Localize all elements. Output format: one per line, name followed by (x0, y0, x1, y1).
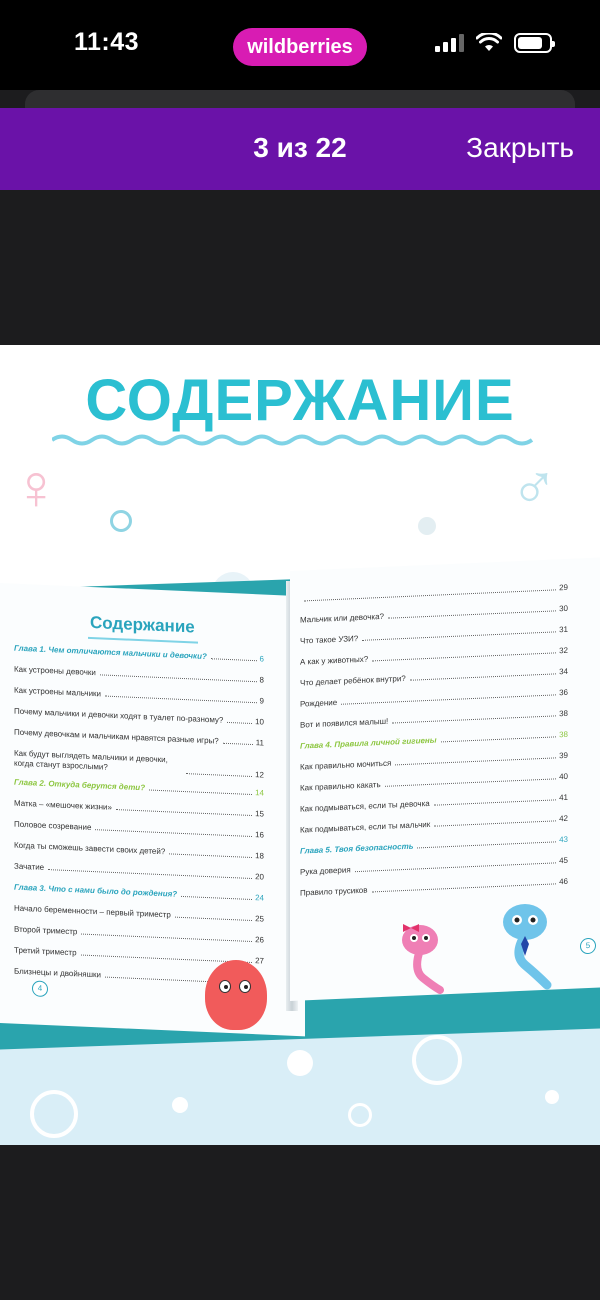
toc-entry-page: 39 (559, 750, 568, 761)
toc-leader-dots (48, 869, 252, 879)
book-page-left (0, 583, 305, 1036)
toc-entry-title: Рождение (300, 697, 338, 709)
toc-leader-dots (169, 853, 252, 858)
toc-row (300, 772, 568, 793)
toc-row (14, 686, 264, 706)
page-number-left: 4 (32, 980, 48, 997)
toc-entry-title: Что делает ребёнок внутри? (300, 673, 406, 688)
image-title: СОДЕРЖАНИЕ (85, 368, 515, 433)
toc-row (14, 925, 264, 945)
female-symbol-icon: ♀ (12, 451, 60, 523)
page-number-right: 5 (580, 938, 596, 955)
toc-entry-title: Близнецы и двойняшки (14, 966, 101, 980)
toc-entry-page: 20 (255, 872, 264, 882)
toc-chapter-row (14, 883, 264, 903)
toc-entry-page: 31 (559, 624, 568, 635)
toc-entry-page: 45 (559, 855, 568, 866)
toc-entry-title: Почему мальчики и девочки ходят в туалет по-разному? (14, 706, 224, 725)
blue-sperm-character (495, 900, 555, 990)
wave-underline (52, 433, 542, 447)
product-image[interactable] (0, 345, 600, 1145)
toc-entry-title: Как подмываться, если ты девочка (300, 798, 430, 814)
toc-row (300, 646, 568, 667)
toc-entry-title: А как у животных? (300, 654, 369, 667)
toc-leader-dots (105, 696, 257, 704)
status-time: 11:43 (74, 28, 140, 56)
toc-leader-dots (175, 917, 252, 921)
sheet-edge (25, 90, 575, 110)
toc-entry-page: 42 (559, 813, 568, 824)
toc-entry-page: 46 (559, 876, 568, 887)
toc-entry-page: 12 (255, 770, 264, 780)
toc-entry-title: Глава 1. Чем отличаются мальчики и девочки? (14, 643, 207, 662)
battery-level (518, 37, 542, 49)
toc-entry-title: Что такое УЗИ? (300, 634, 359, 646)
toc-entry-page: 9 (259, 696, 264, 706)
toc-entry-title: Когда ты сможешь завести своих детей? (14, 840, 166, 857)
toc-list-left (14, 644, 264, 1015)
toc-row (300, 625, 568, 646)
toc-row (14, 820, 264, 840)
toc-entry-title: Третий триместр (14, 945, 77, 958)
toc-leader-dots (392, 715, 556, 723)
toc-leader-dots (434, 799, 556, 805)
toc-entry-page: 32 (559, 645, 568, 656)
toc-row (300, 688, 568, 709)
toc-leader-dots (95, 829, 252, 837)
toc-leader-dots (417, 841, 556, 848)
wildberries-brand-pill[interactable]: wildberries (233, 28, 367, 66)
toc-entry-page: 16 (255, 830, 264, 840)
toc-entry-page: 14 (255, 788, 264, 798)
toc-entry-title: Как правильно мочиться (300, 758, 392, 772)
toc-entry-title: Второй триместр (14, 924, 78, 937)
status-icons (435, 33, 552, 53)
toc-entry-page: 27 (255, 956, 264, 966)
toc-leader-dots (186, 773, 252, 777)
decor-circle (30, 1090, 78, 1138)
toc-leader-dots (410, 673, 556, 680)
toc-entry-title: Матка – «мешочек жизни» (14, 798, 112, 812)
toc-leader-dots (395, 757, 556, 765)
toc-row (14, 707, 264, 727)
toc-leader-dots (304, 589, 556, 601)
toc-leader-dots (181, 896, 252, 900)
toc-entry-title: Правило трусиков (300, 885, 368, 898)
toc-entry-title: Глава 2. Откуда берутся дети? (14, 777, 146, 793)
toc-entry-title: Как устроены мальчики (14, 685, 101, 699)
toc-entry-title: Глава 4. Правила личной гигиены (300, 735, 437, 751)
toc-entry-page: 11 (255, 738, 264, 748)
toc-entry-title: Зачатие (14, 861, 45, 872)
toc-entry-title: Глава 3. Что с нами было до рождения? (14, 882, 178, 899)
status-bar (0, 0, 600, 90)
toc-row (300, 751, 568, 772)
pink-sperm-character (395, 920, 445, 995)
decor-circle (418, 517, 436, 535)
toc-chapter-row (14, 644, 264, 664)
toc-list-right (300, 582, 568, 898)
toc-row (300, 856, 568, 877)
toc-entry-page: 30 (559, 603, 568, 614)
close-button[interactable]: Закрыть (466, 132, 574, 163)
toc-entry-title: Мальчик или девочка? (300, 611, 384, 625)
page-counter: 3 из 22 (253, 132, 347, 163)
toc-chapter-row (300, 835, 568, 856)
toc-leader-dots (116, 809, 252, 816)
toc-entry-title: Почему девочкам и мальчикам нравятся разные игры? (14, 727, 219, 746)
toc-entry-page: 34 (559, 666, 568, 677)
decor-circle (110, 510, 132, 532)
toc-leader-dots (341, 694, 556, 704)
toc-entry-page: 24 (255, 893, 264, 903)
toc-leader-dots (227, 722, 252, 724)
toc-entry-page: 36 (559, 687, 568, 698)
toc-entry-page: 10 (255, 717, 264, 727)
toc-leader-dots (372, 883, 557, 892)
toc-row (300, 877, 568, 898)
toc-row (300, 604, 568, 625)
toc-entry-page: 38 (559, 729, 568, 740)
toc-entry-title: Как подмываться, если ты мальчик (300, 819, 431, 835)
toc-entry-title: Как будут выглядеть мальчики и девочки, когда станут взрослыми? (14, 748, 168, 772)
toc-leader-dots (211, 658, 257, 661)
toc-entry-title: Как устроены девочки (14, 664, 96, 678)
toc-leader-dots (223, 743, 253, 745)
toc-row (300, 583, 568, 604)
toc-entry-page: 8 (259, 675, 264, 685)
toc-leader-dots (388, 610, 556, 618)
toc-entry-title: Начало беременности – первый триместр (14, 903, 171, 920)
toc-row (300, 709, 568, 730)
toc-entry-title: Глава 5. Твоя безопасность (300, 841, 414, 856)
toc-leader-dots (372, 652, 556, 661)
decor-circle (412, 1035, 462, 1085)
toc-leader-dots (362, 631, 556, 640)
decor-circle (287, 1050, 313, 1076)
decor-circle (172, 1097, 188, 1113)
battery-icon (514, 33, 552, 53)
toc-row (14, 665, 264, 685)
toc-leader-dots (441, 736, 557, 742)
toc-row (300, 814, 568, 835)
decor-circle (348, 1103, 372, 1127)
toc-row (14, 799, 264, 819)
toc-entry-page: 6 (259, 654, 264, 664)
toc-leader-dots (100, 674, 257, 682)
toc-chapter-row (300, 730, 568, 751)
toc-heading: Содержание (90, 612, 195, 637)
toc-entry-page: 15 (255, 809, 264, 819)
toc-leader-dots (81, 934, 252, 942)
toc-entry-title: Как правильно какать (300, 780, 381, 793)
toc-entry-page: 38 (559, 708, 568, 719)
toc-entry-page: 40 (559, 771, 568, 782)
toc-entry-page: 29 (559, 582, 568, 593)
toc-chapter-row (14, 778, 264, 798)
toc-row (14, 904, 264, 924)
toc-row (14, 841, 264, 861)
toc-row (14, 728, 264, 748)
decor-circle (545, 1090, 559, 1104)
toc-leader-dots (355, 862, 556, 872)
toc-entry-title: Половое созревание (14, 819, 92, 832)
wifi-icon (476, 33, 502, 53)
toc-entry-page: 41 (559, 792, 568, 803)
toc-entry-page: 25 (255, 914, 264, 924)
male-symbol-icon: ♂ (510, 451, 558, 523)
toc-leader-dots (434, 820, 556, 826)
toc-row (14, 749, 264, 780)
toc-leader-dots (385, 778, 556, 786)
toc-entry-title: Вот и появился малыш! (300, 716, 389, 730)
toc-entry-title: Рука доверия (300, 865, 351, 877)
toc-entry-page: 26 (255, 935, 264, 945)
cellular-signal-icon (435, 34, 464, 52)
toc-row (300, 793, 568, 814)
toc-entry-page: 43 (559, 834, 568, 845)
viewer-header (0, 108, 600, 190)
toc-leader-dots (149, 790, 252, 795)
red-egg-character (205, 960, 267, 1030)
toc-row (300, 667, 568, 688)
toc-entry-page: 18 (255, 851, 264, 861)
toc-row (14, 862, 264, 882)
